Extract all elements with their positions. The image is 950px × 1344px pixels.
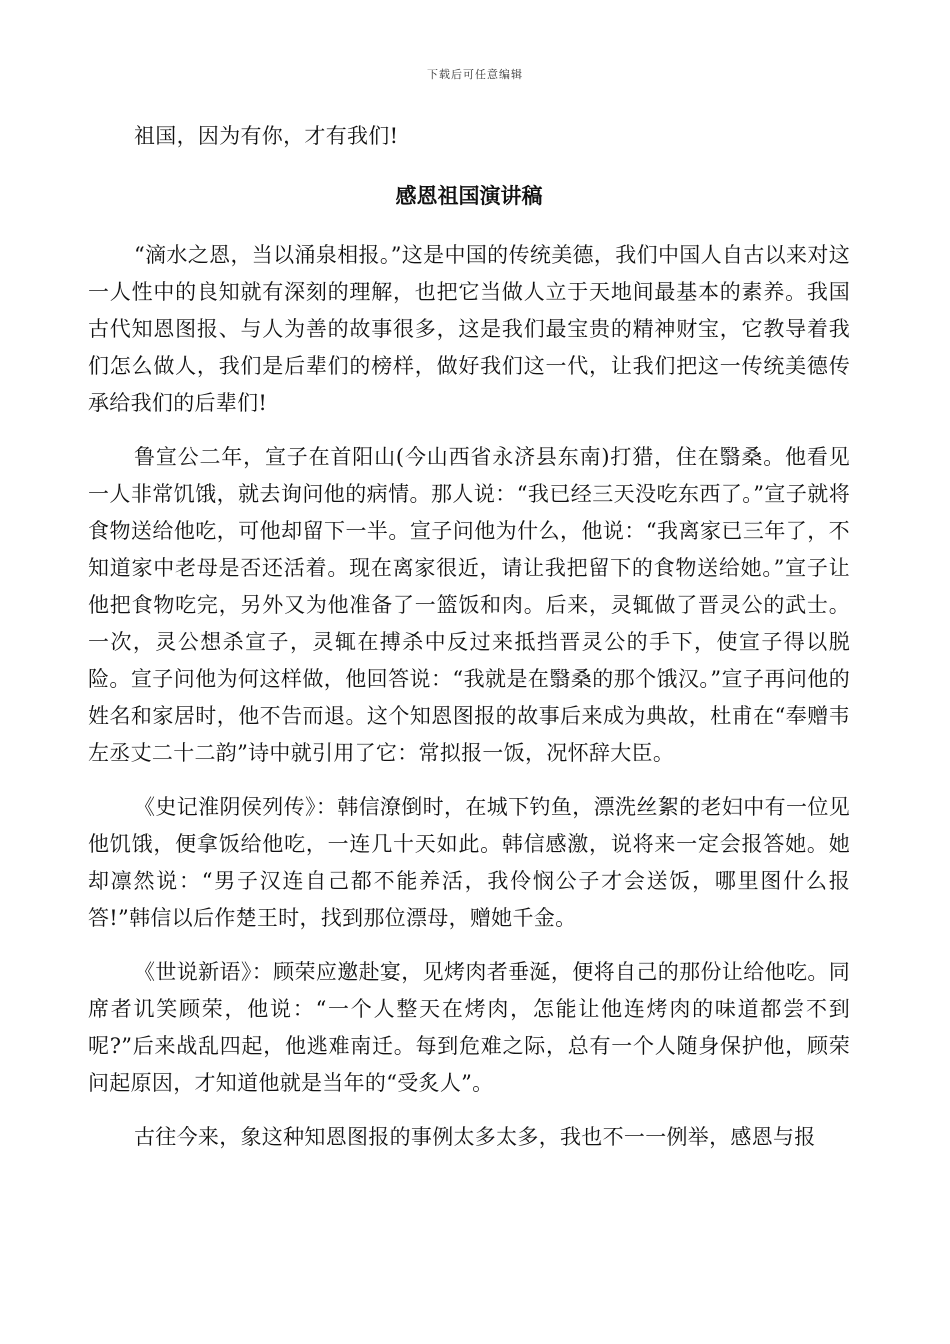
paragraph: 古往今来，象这种知恩图报的事例太多太多，我也不一一例举，感恩与报 [134,1125,816,1149]
paragraph: 鲁宣公二年，宣子在首阳山(今山西省永济县东南)打猎，住在翳桑。他看见一人非常饥饿，就去询问他的病情。那人说：“我已经三天没吃东西了。”宣子就将食物送给他吃，可他却留下一半。宣子问他为什么，他说：“我离家已三年了，不知道家中老母是否还活着。现在离家很近，请让我把留下的食物送给她。”宣子让他把食物吃完，另外又为他准备了一篮饭和肉。后来，灵辄做了晋灵公的武士。一次，灵公想杀宣子，灵辄在搏杀中反过来抵挡晋灵公的手下，使宣子得以脱险。宣子问他为何这样做，他回答说：“我就是在翳桑的那个饿汉。”宣子再问他的姓名和家居时，他不告而退。这个知恩图报的故事后来成为典故，杜甫在“奉赠韦左丞丈二十二韵”诗中就引用了它：常拟报一饭，况怀辞大臣。 [88,445,850,765]
header-note: 下载后可任意编辑 [427,68,523,81]
paragraph: “滴水之恩，当以涌泉相报。”这是中国的传统美德，我们中国人自古以来对这一人性中的良知就有深刻的理解，也把它当做人立于天地间最基本的素养。我国古代知恩图报、与人为善的故事很多，这是我们最宝贵的精神财宝，它教导着我们怎么做人，我们是后辈们的榜样，做好我们这一代，让我们把这一传统美德传承给我们的后辈们! [88,243,850,415]
document-body [88,118,850,1173]
intro-line: 祖国，因为有你，才有我们! [134,124,399,148]
paragraph: 《史记淮阴侯列传》：韩信潦倒时，在城下钓鱼，漂洗丝絮的老妇中有一位见他饥饿，便拿饭给他吃，一连几十天如此。韩信感激，说将来一定会报答她。她却凛然说：“男子汉连自己都不能养活，我伶悯公子才会送饭，哪里图什么报答!”韩信以后作楚王时，找到那位漂母，赠她千金。 [88,795,850,930]
paragraph: 《世说新语》：顾荣应邀赴宴，见烤肉者垂涎，便将自己的那份让给他吃。同席者讥笑顾荣，他说：“一个人整天在烤肉，怎能让他连烤肉的味道都尝不到呢?”后来战乱四起，他逃难南迁。每到危难之际，总有一个人随身保护他，顾荣问起原因，才知道他就是当年的“受炙人”。 [88,960,850,1095]
document-title: 感恩祖国演讲稿 [395,184,543,208]
